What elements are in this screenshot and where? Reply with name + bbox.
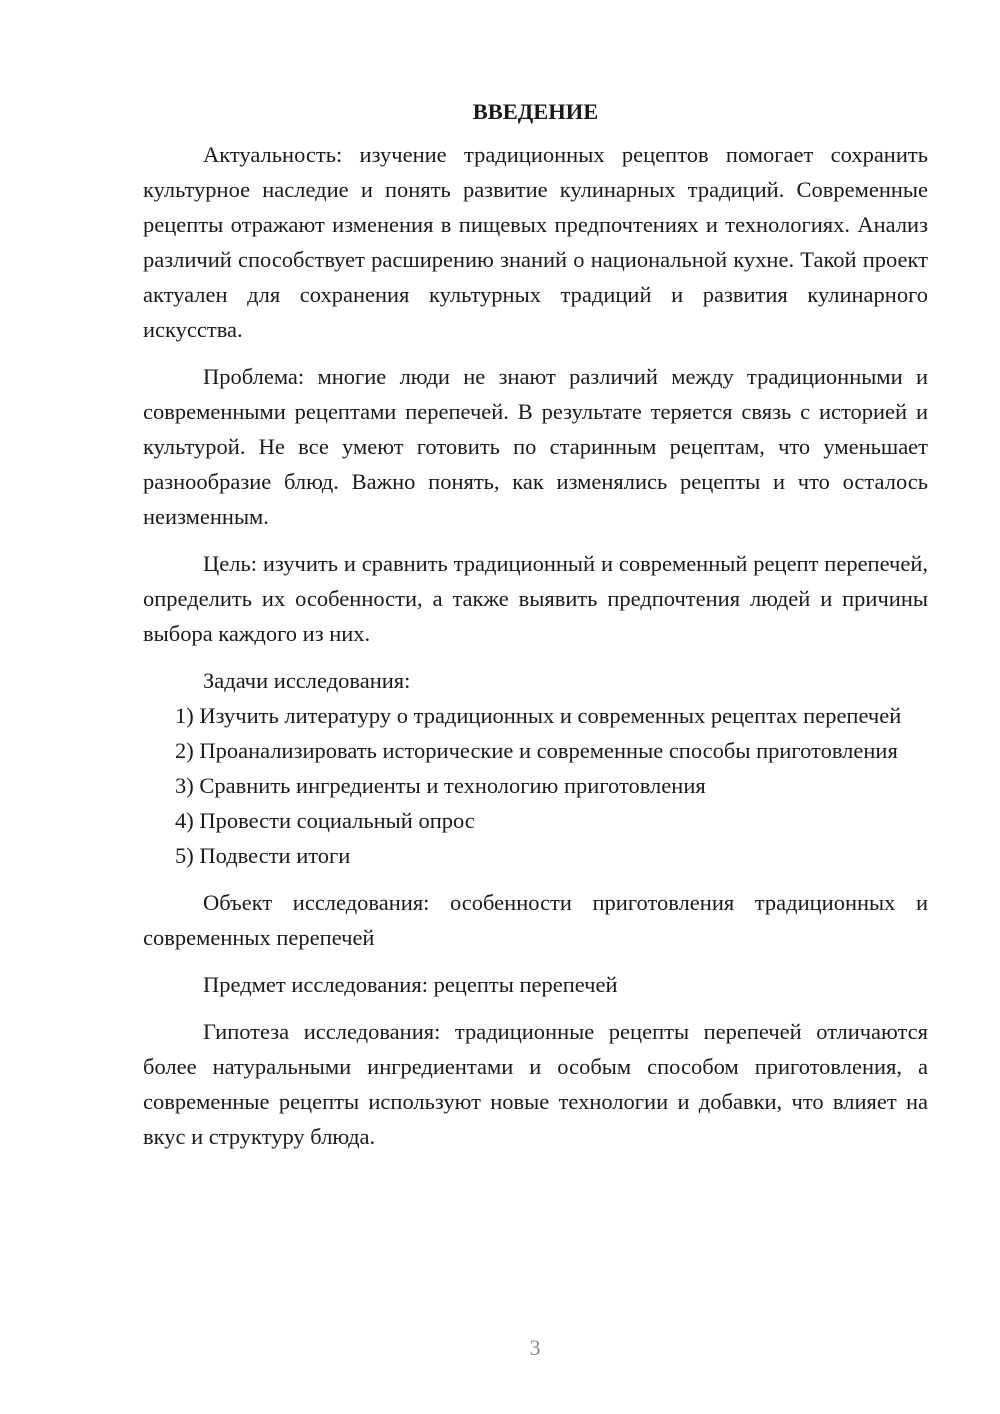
tasks-title: Задачи исследования: [203,668,411,693]
paragraph-relevance: Актуальность: изучение традиционных рецептов помогает сохранить культурное наследие и понять развитие кулинарных традиций. Современные рецепты отражают изменения в пищевых предпочтениях и технологиях. Анализ различий способствует расширению знаний о национальной кухне. Такой проект актуален для сохранения культурных традиций и развития кулинарного искусства. [143,142,928,342]
paragraph-hypothesis: Гипотеза исследования: традиционные рецепты перепечей отличаются более натуральными ингредиентами и особым способом приготовления, а современные рецепты используют новые технологии и добавки, что влияет на вкус и структуру блюда. [143,1019,928,1149]
paragraph-object: Объект исследования: особенности приготовления традиционных и современных перепечей [143,890,928,950]
paragraph-subject: Предмет исследования: рецепты перепечей [203,972,618,997]
task-item-3: 3) Сравнить ингредиенты и технологию приготовления [175,773,706,798]
task-item-1: 1) Изучить литературу о традиционных и современных рецептах перепечей [175,703,902,728]
task-item-2: 2) Проанализировать исторические и современные способы приготовления [175,738,898,763]
task-item-4: 4) Провести социальный опрос [175,808,475,833]
page-number: 3 [529,1335,541,1360]
paragraph-problem: Проблема: многие люди не знают различий между традиционными и современными рецептами перепечей. В результате теряется связь с историей и культурой. Не все умеют готовить по старинным рецептам, что уменьшает разнообразие блюд. Важно понять, как изменялись рецепты и что осталось неизменным. [143,364,928,529]
document-body [143,94,928,1154]
tasks-list [143,698,928,873]
task-item-5: 5) Подвести итоги [175,843,351,868]
page-title: ВВЕДЕНИЕ [472,99,599,124]
paragraph-goal: Цель: изучить и сравнить традиционный и современный рецепт перепечей, определить их особенности, а также выявить предпочтения людей и причины выбора каждого из них. [143,551,928,646]
